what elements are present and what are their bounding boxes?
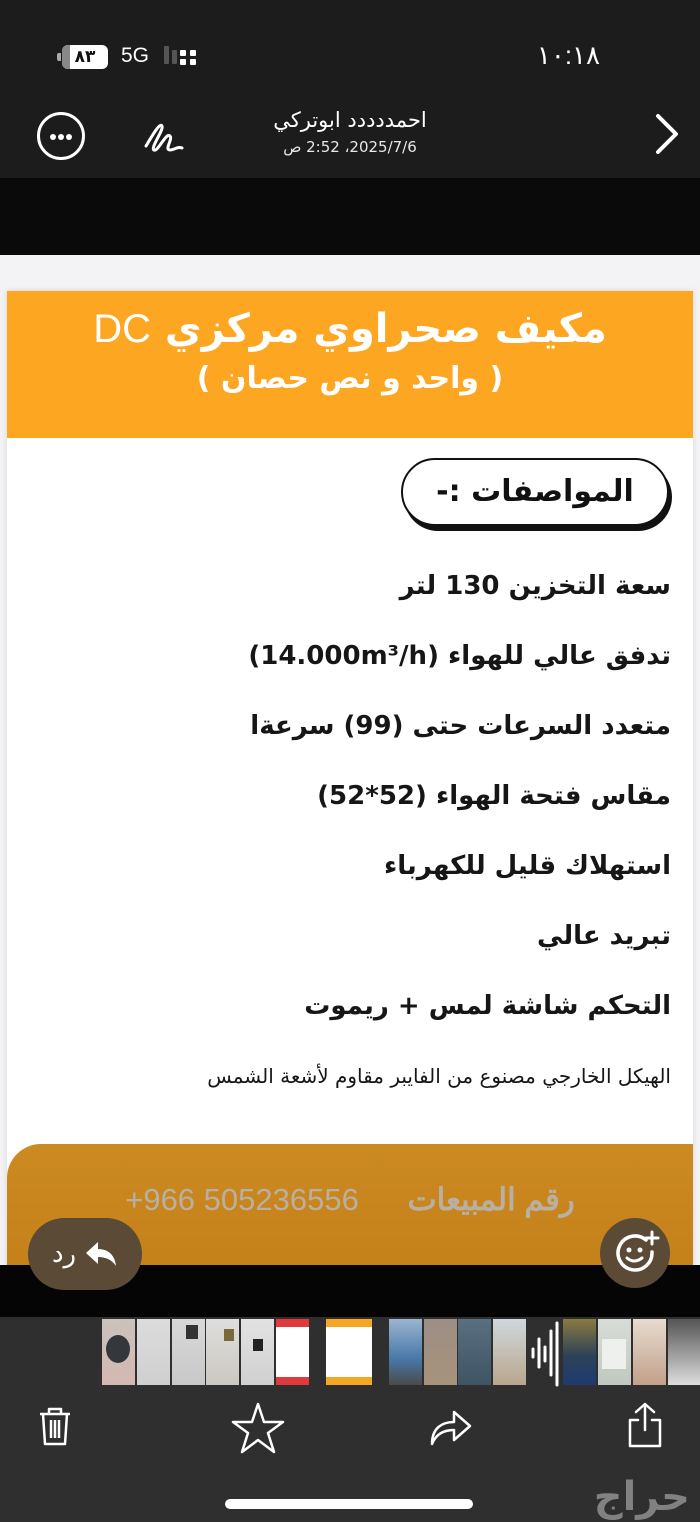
product-flyer	[7, 291, 693, 1265]
thumbnail[interactable]	[172, 1319, 205, 1385]
specs-heading: المواصفات :-	[401, 458, 669, 526]
reply-button[interactable]	[28, 1218, 142, 1290]
share-icon	[620, 1400, 670, 1450]
image-content[interactable]	[0, 255, 700, 1265]
spec-item: سعة التخزين 130 لتر	[399, 571, 671, 601]
back-button[interactable]	[652, 112, 682, 156]
thumbnail-strip[interactable]	[0, 1317, 700, 1392]
reply-label: رد	[51, 1239, 77, 1269]
thumbnail[interactable]	[668, 1319, 700, 1385]
message-info	[200, 108, 500, 156]
thumbnail[interactable]	[598, 1319, 631, 1385]
sales-label: رقم المبيعات	[407, 1182, 575, 1217]
forward-button[interactable]	[426, 1400, 476, 1450]
thumbnail[interactable]	[102, 1319, 135, 1385]
spec-item: الهيكل الخارجي مصنوع من الفايبر مقاوم لأشعة الشمس	[207, 1064, 671, 1088]
star-icon	[230, 1400, 286, 1456]
status-bar	[0, 0, 700, 90]
battery-fill	[62, 45, 70, 69]
network-type: 5G	[121, 44, 150, 67]
battery-indicator	[62, 45, 108, 69]
battery-level: ٨٣	[74, 47, 96, 67]
thumbnail[interactable]	[276, 1319, 309, 1385]
spec-item: تدفق عالي للهواء (14.000m³/h)	[248, 641, 671, 671]
specs-list	[11, 561, 671, 1121]
forward-arrow-icon	[426, 1400, 476, 1450]
sales-phone: +966 505236556	[125, 1182, 359, 1217]
share-button[interactable]	[620, 1400, 670, 1450]
markup-button[interactable]	[140, 110, 188, 160]
spec-item: التحكم شاشة لمس + ريموت	[304, 991, 671, 1021]
thumbnail[interactable]	[241, 1319, 274, 1385]
thumbnail[interactable]	[633, 1319, 666, 1385]
thumbnail[interactable]	[563, 1319, 596, 1385]
thumbnail[interactable]	[137, 1319, 170, 1385]
reply-arrow-icon	[84, 1240, 118, 1268]
contact-name: احمددددد ابوتركي	[273, 108, 427, 132]
message-timestamp: 2025/7/6، 2:52 ص	[283, 138, 417, 156]
home-indicator[interactable]	[225, 1499, 473, 1509]
spec-item: تبريد عالي	[537, 921, 671, 951]
sales-contact	[7, 1182, 693, 1218]
clock: ١٠:١٨	[536, 40, 600, 70]
bottom-toolbar	[0, 1392, 700, 1522]
spec-item: متعدد السرعات حتى (99) سرعةا	[250, 711, 671, 741]
favorite-button[interactable]	[230, 1400, 286, 1456]
thumbnail[interactable]	[389, 1319, 422, 1385]
spec-item: استهلاك قليل للكهرباء	[383, 851, 671, 881]
product-subtitle: ( واحد و نص حصان )	[196, 361, 504, 396]
chevron-right-icon	[652, 112, 682, 156]
spec-item: مقاس فتحة الهواء (52*52)	[317, 781, 671, 811]
haraj-watermark: حراج	[593, 1474, 690, 1520]
product-title	[7, 303, 693, 355]
thumbnail[interactable]	[424, 1319, 457, 1385]
trash-icon	[30, 1400, 80, 1450]
image-top-margin	[0, 178, 700, 255]
thumbnail[interactable]	[206, 1319, 239, 1385]
thumbnail[interactable]	[493, 1319, 526, 1385]
flyer-header	[7, 291, 693, 438]
thumbnail-selected[interactable]	[326, 1319, 372, 1385]
add-reaction-smiley-icon	[600, 1218, 670, 1288]
audio-waveform-icon[interactable]	[530, 1321, 560, 1387]
viewer-header	[0, 90, 700, 178]
more-options-button[interactable]	[37, 112, 85, 160]
delete-button[interactable]	[30, 1400, 80, 1450]
product-title-suffix: DC	[93, 307, 151, 351]
signal-icon	[164, 46, 200, 70]
add-reaction-button[interactable]	[600, 1218, 670, 1288]
product-title-text: مكيف صحراوي مركزي	[164, 306, 607, 352]
markup-scribble-icon	[140, 110, 188, 160]
thumbnail[interactable]	[458, 1319, 491, 1385]
